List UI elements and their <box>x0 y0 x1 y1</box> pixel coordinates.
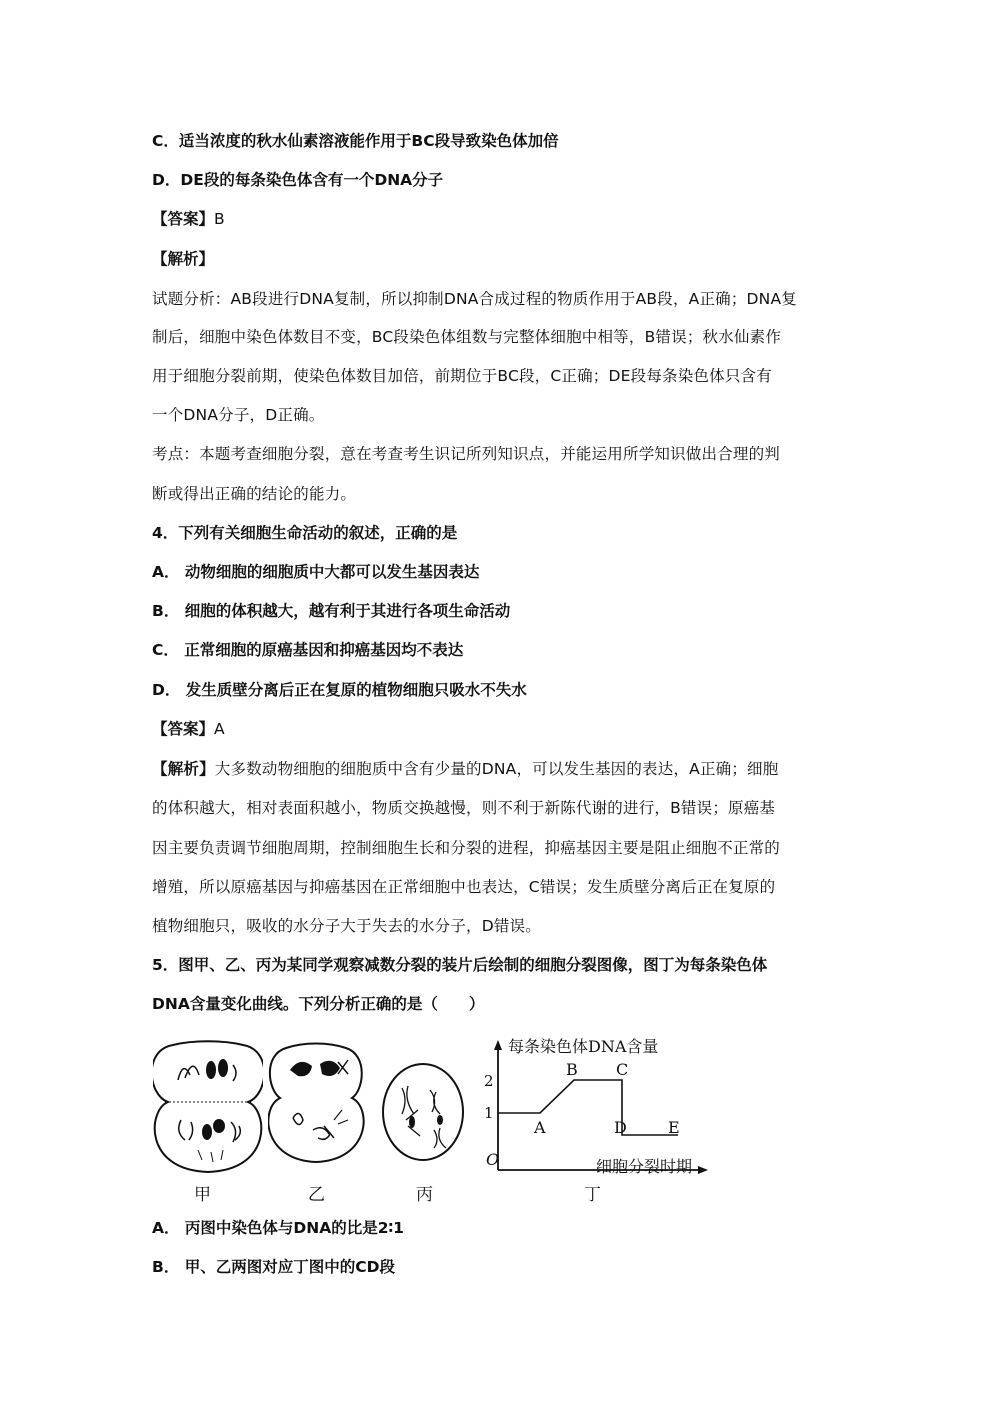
q4-analysis-line: 的体积越大，相对表面积越小，物质交换越慢，则不利于新陈代谢的进行，B错误；原癌基 <box>152 799 776 817</box>
q3-analysis-line: 用于细胞分裂前期，使染色体数目加倍，前期位于BC段，C正确；DE段每条染色体只含有 <box>152 367 772 385</box>
q4-analysis-line: 植物细胞只，吸收的水分子大于失去的水分子，D错误。 <box>152 917 541 935</box>
q3-analysis-line: 制后，细胞中染色体数目不变，BC段染色体组数与完整体细胞中相等，B错误；秋水仙素作 <box>152 328 782 346</box>
point-d-label: D <box>614 1118 627 1137</box>
answer-label: 【答案】 <box>152 720 215 738</box>
q3-analysis-line: 一个DNA分子，D正确。 <box>152 406 325 424</box>
cell-jia-drawing <box>153 1040 263 1180</box>
q4-answer <box>152 719 225 739</box>
q4-option-d: D． 发生质壁分离后正在复原的植物细胞只吸水不失水 <box>152 681 527 699</box>
answer-value: A <box>214 720 225 738</box>
y-axis-arrow-icon <box>494 1040 502 1050</box>
q4-analysis-line: 增殖，所以原癌基因与抑癌基因在正常细胞中也表达，C错误；发生质壁分离后正在复原的 <box>152 878 776 896</box>
q5-stem-line1: 5．图甲、乙、丙为某同学观察减数分裂的装片后绘制的细胞分裂图像，图丁为每条染色体 <box>152 956 768 974</box>
analysis-text: 大多数动物细胞的细胞质中含有少量的DNA，可以发生基因的表达，A正确；细胞 <box>214 760 779 778</box>
q4-option-b: B． 细胞的体积越大，越有利于其进行各项生命活动 <box>152 602 511 620</box>
q3-analysis-line: 试题分析：AB段进行DNA复制，所以抑制DNA合成过程的物质作用于AB段，A正确；DNA复 <box>152 290 797 308</box>
y-tick-1: 1 <box>484 1104 494 1122</box>
q3-point-line: 断或得出正确的结论的能力。 <box>152 485 357 503</box>
graph-x-label: 细胞分裂时期 <box>596 1157 693 1176</box>
graph-y-label: 每条染色体DNA含量 <box>508 1037 659 1056</box>
q4-stem: 4．下列有关细胞生命活动的叙述，正确的是 <box>152 524 458 542</box>
x-axis-arrow-icon <box>698 1166 708 1174</box>
q3-option-c: C．适当浓度的秋水仙素溶液能作用于BC段导致染色体加倍 <box>152 132 559 150</box>
point-b-label: B <box>566 1060 578 1079</box>
q5-option-b: B． 甲、乙两图对应丁图中的CD段 <box>152 1258 395 1276</box>
graph-origin: O <box>486 1150 500 1169</box>
cell-yi-drawing <box>268 1040 368 1170</box>
dna-curve <box>498 1080 678 1135</box>
analysis-label: 【解析】 <box>152 760 215 778</box>
point-e-label: E <box>668 1118 680 1137</box>
point-a-label: A <box>534 1118 546 1137</box>
q4-option-a: A． 动物细胞的细胞质中大都可以发生基因表达 <box>152 563 480 581</box>
y-tick-2: 2 <box>484 1072 494 1090</box>
q3-point-line: 考点：本题考查细胞分裂，意在考查考生识记所列知识点，并能运用所学知识做出合理的判 <box>152 445 781 463</box>
q4-option-c: C． 正常细胞的原癌基因和抑癌基因均不表达 <box>152 641 464 659</box>
q3-option-d: D．DE段的每条染色体含有一个DNA分子 <box>152 171 444 189</box>
cell-bing-drawing <box>378 1060 468 1170</box>
label-yi: 乙 <box>308 1185 325 1205</box>
q5-stem-line2: DNA含量变化曲线。下列分析正确的是（ ） <box>152 995 485 1013</box>
q5-figure <box>150 1030 740 1210</box>
q4-analysis-line: 因主要负责调节细胞周期，控制细胞生长和分裂的进程，抑癌基因主要是阻止细胞不正常的 <box>152 839 781 857</box>
q3-answer <box>152 209 225 229</box>
label-jia: 甲 <box>194 1185 211 1205</box>
label-bing: 丙 <box>416 1185 433 1205</box>
answer-label: 【答案】 <box>152 210 215 228</box>
point-c-label: C <box>616 1060 629 1079</box>
q4-analysis-first-line <box>152 759 778 779</box>
q3-analysis-label: 【解析】 <box>152 250 215 268</box>
answer-value: B <box>214 210 225 228</box>
q5-option-a: A． 丙图中染色体与DNA的比是2∶1 <box>152 1219 404 1237</box>
label-ding: 丁 <box>584 1185 601 1205</box>
